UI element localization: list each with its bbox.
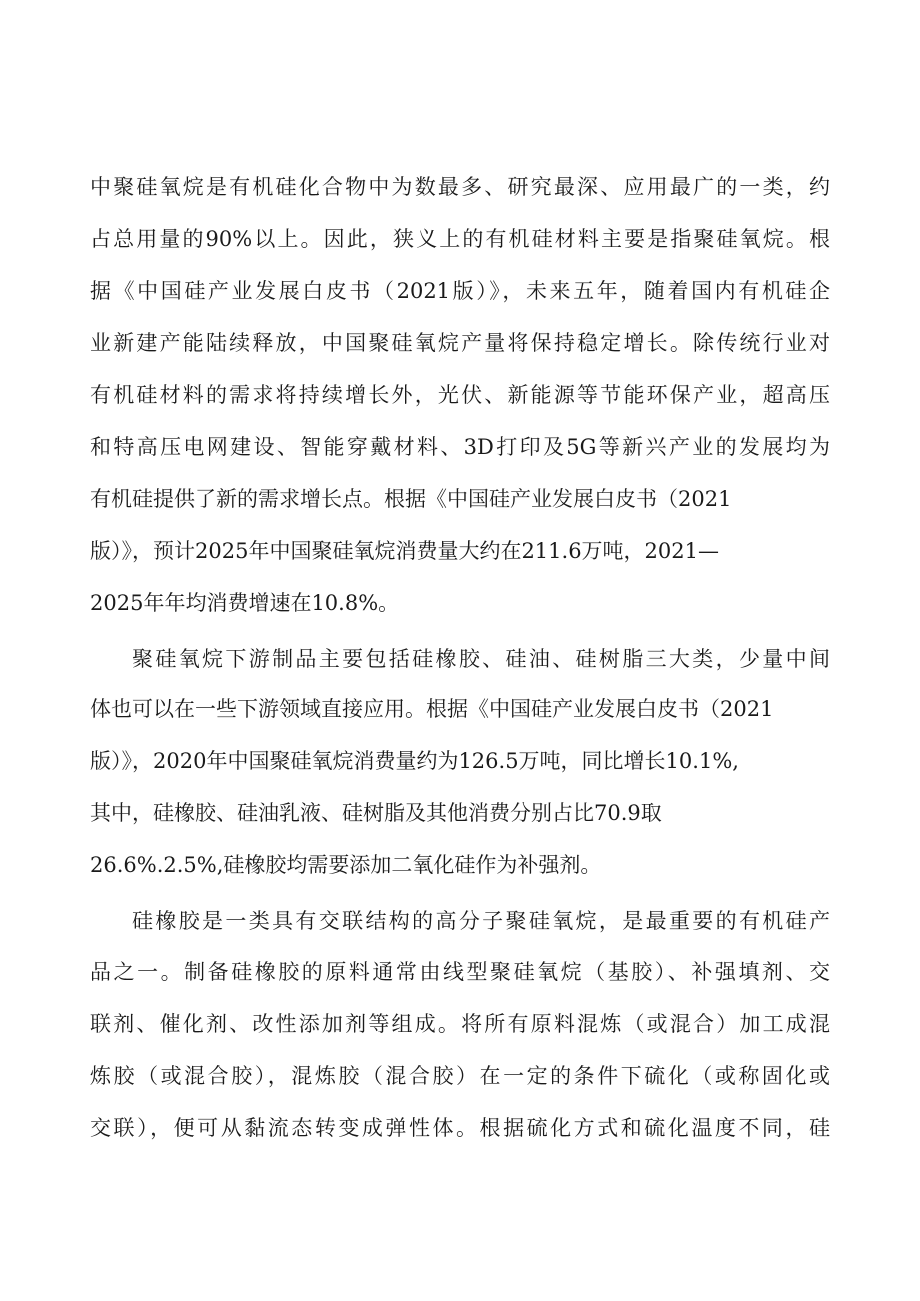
paragraph-2-line-4: 其中，硅橡胶、硅油乳液、硅树脂及其他消费分别占比70.9取 <box>90 801 662 825</box>
paragraph-1-line-6: 和特高压电网建设、智能穿戴材料、3D打印及5G等新兴产业的发展均为 <box>90 435 830 459</box>
paragraph-3-line-3: 联剂、催化剂、改性添加剂等组成。将所有原料混炼（或混合）加工成混 <box>90 1012 830 1036</box>
paragraph-1-line-2: 占总用量的90%以上。因此，狭义上的有机硅材料主要是指聚硅氧烷。根 <box>90 227 830 251</box>
paragraph-1-line-4: 业新建产能陆续释放，中国聚硅氧烷产量将保持稳定增长。除传统行业对 <box>90 331 830 355</box>
paragraph-1-line-3: 据《中国硅产业发展白皮书（2021版）》，未来五年，随着国内有机硅企 <box>90 279 830 303</box>
paragraph-3-line-4: 炼胶（或混合胶），混炼胶（混合胶）在一定的条件下硫化（或称固化或 <box>90 1064 830 1088</box>
paragraph-1-line-1: 中聚硅氧烷是有机硅化合物中为数最多、研究最深、应用最广的一类，约 <box>90 175 830 199</box>
paragraph-3-line-2: 品之一。制备硅橡胶的原料通常由线型聚硅氧烷（基胶）、补强填剂、交 <box>90 960 830 984</box>
paragraph-1-line-8: 版）》，预计2025年中国聚硅氧烷消费量大约在211.6万吨，2021— <box>90 539 720 563</box>
paragraph-1-line-5: 有机硅材料的需求将持续增长外，光伏、新能源等节能环保产业，超高压 <box>90 383 830 407</box>
paragraph-1-line-9: 2025年年均消费增速在10.8%。 <box>90 591 400 615</box>
paragraph-3-line-1: 硅橡胶是一类具有交联结构的高分子聚硅氧烷，是最重要的有机硅产 <box>132 909 830 933</box>
paragraph-2-line-3: 版）》，2020年中国聚硅氧烷消费量约为126.5万吨，同比增长10.1%, <box>90 749 739 773</box>
paragraph-2-line-5: 26.6%.2.5%,硅橡胶均需要添加二氧化硅作为补强剂。 <box>90 853 602 877</box>
paragraph-3-line-5: 交联），便可从黏流态转变成弹性体。根据硫化方式和硫化温度不同，硅 <box>90 1116 830 1140</box>
paragraph-2-line-1: 聚硅氧烷下游制品主要包括硅橡胶、硅油、硅树脂三大类，少量中间 <box>132 647 830 671</box>
paragraph-2-line-2: 体也可以在一些下游领域直接应用。根据《中国硅产业发展白皮书（2021 <box>90 697 774 721</box>
paragraph-1-line-7: 有机硅提供了新的需求增长点。根据《中国硅产业发展白皮书（2021 <box>90 487 732 511</box>
